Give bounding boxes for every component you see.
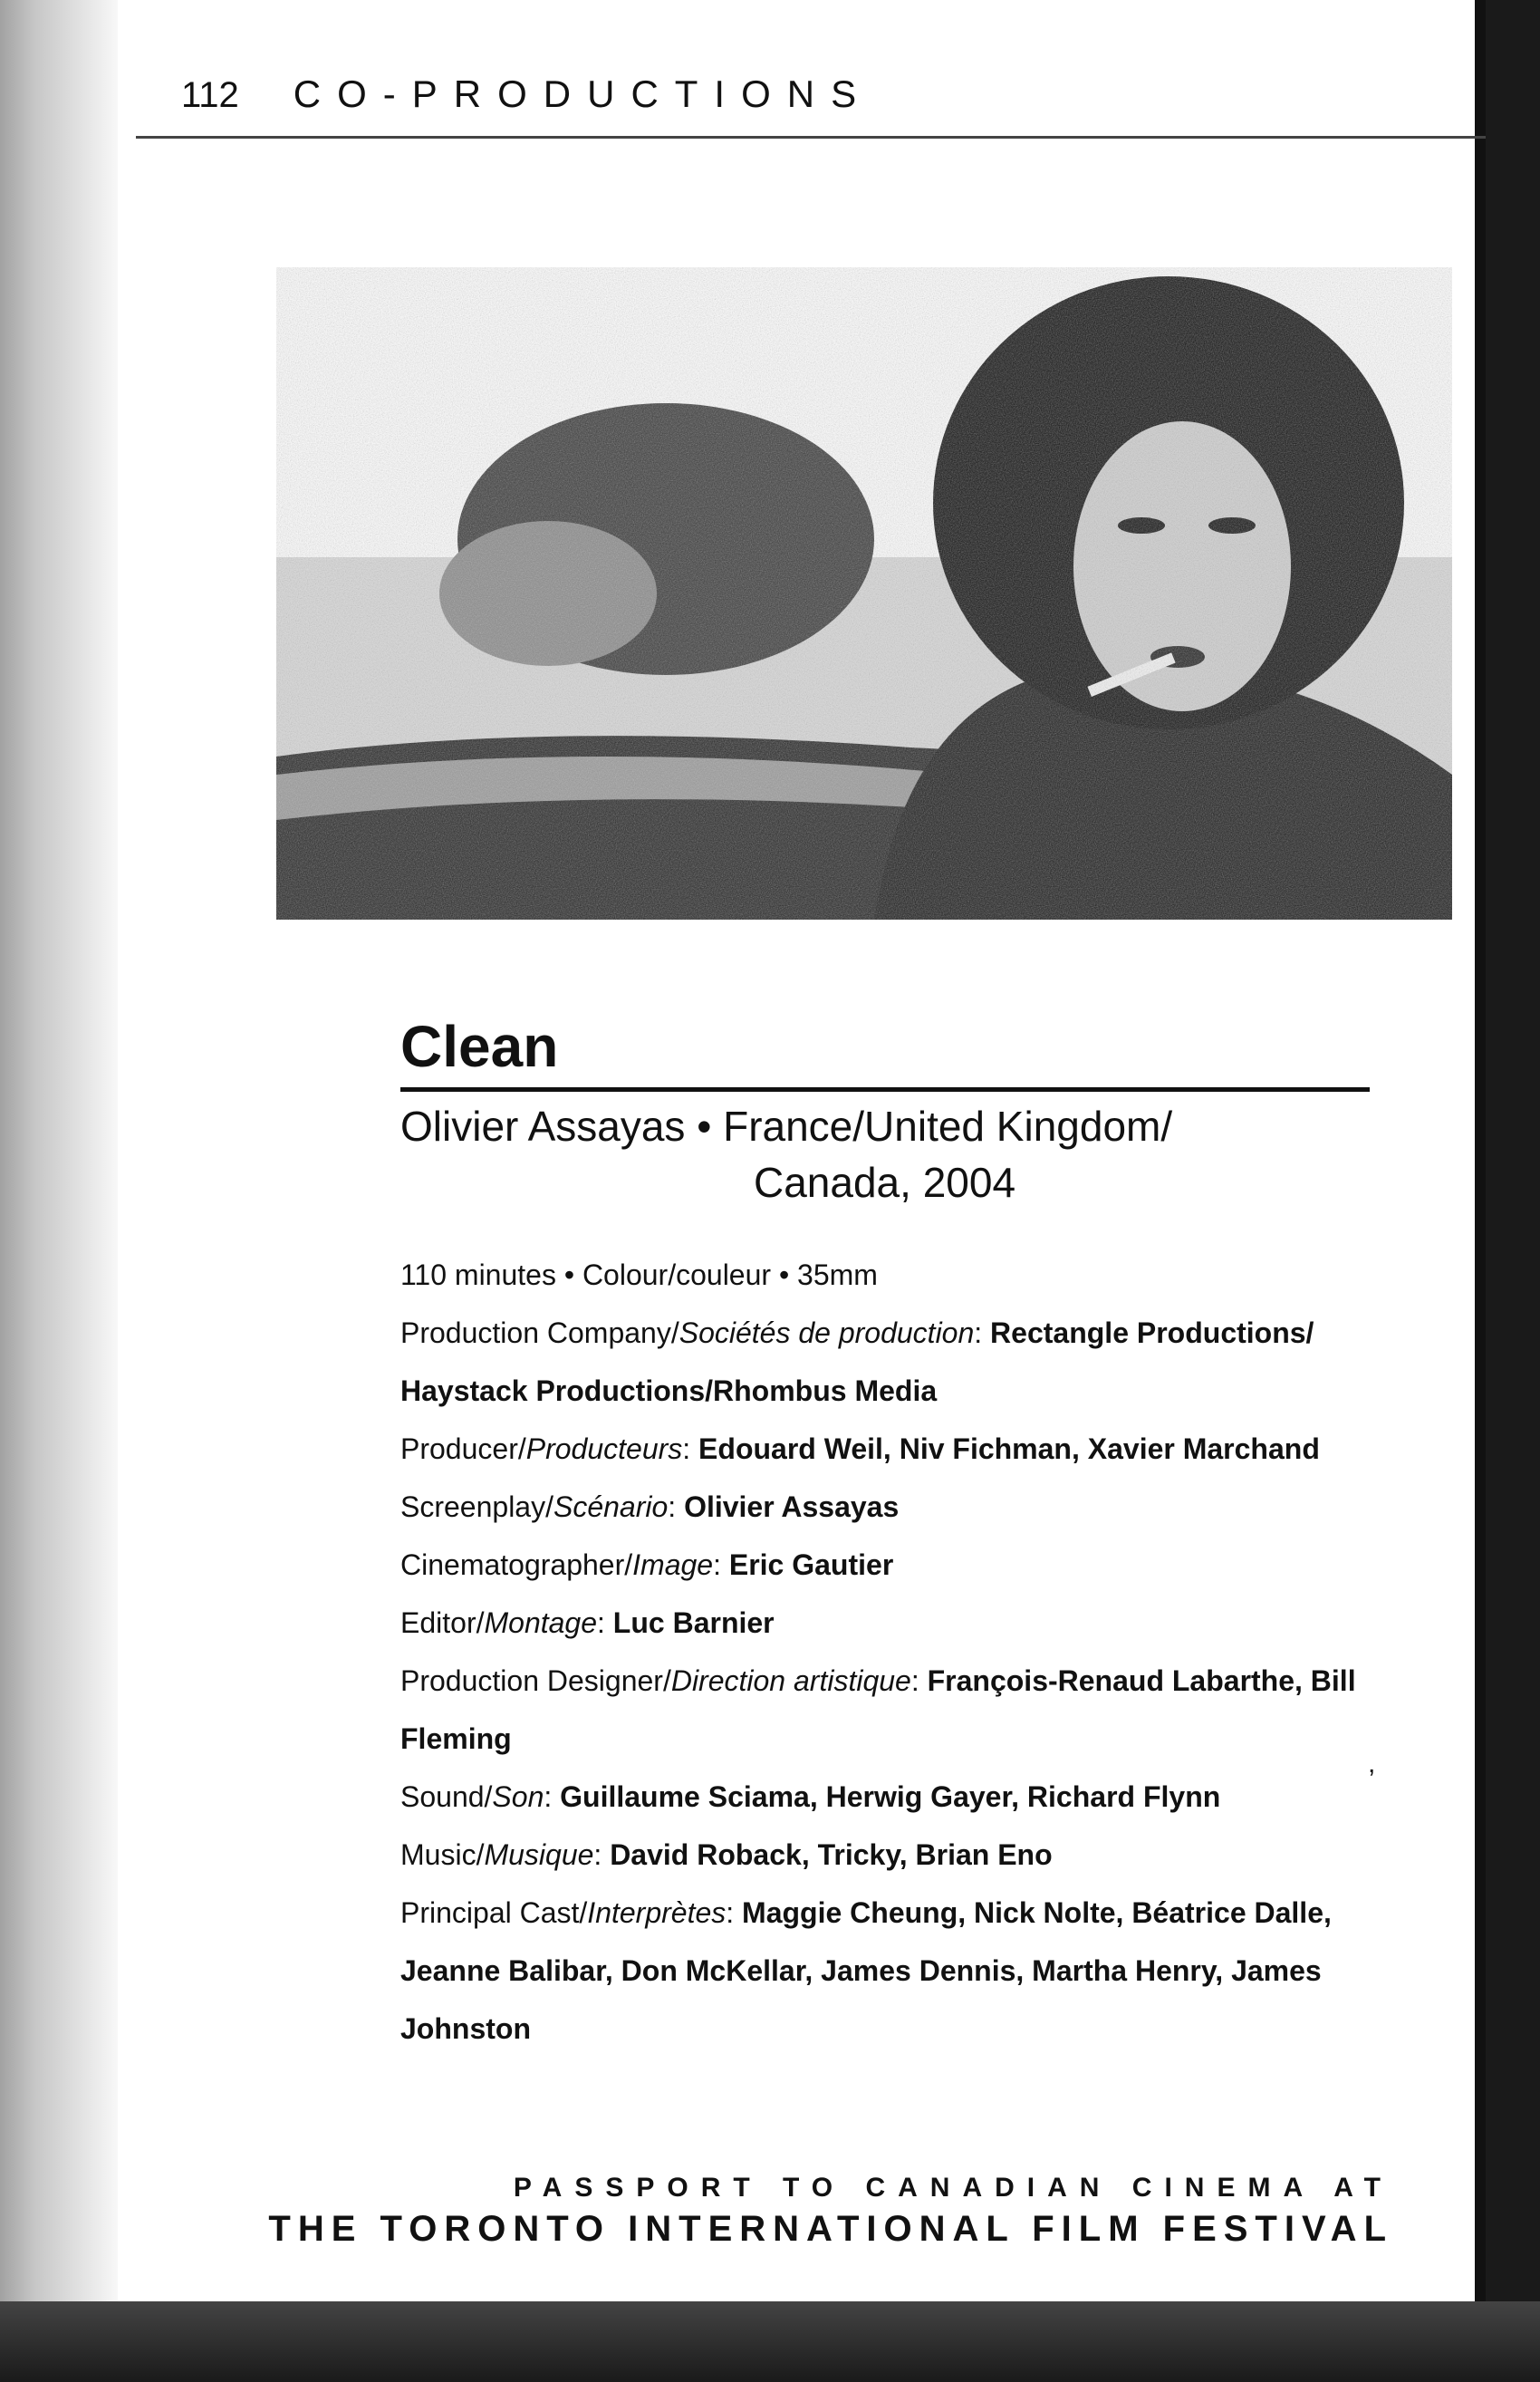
- credit-label-fr: Montage: [484, 1606, 598, 1639]
- credit-value: Guillaume Sciama, Herwig Gayer, Richard Flynn: [560, 1780, 1221, 1813]
- stray-mark: ,: [1368, 1749, 1376, 1779]
- film-specs: 110 minutes • Colour/couleur • 35mm: [400, 1259, 878, 1291]
- credit-value: Luc Barnier: [612, 1606, 775, 1639]
- credit-value: David Roback, Tricky, Brian Eno: [610, 1838, 1053, 1871]
- credit-label-fr: Image: [632, 1548, 714, 1581]
- credit-music: Music/Musique: David Roback, Tricky, Brian Eno: [400, 1838, 1053, 1871]
- scan-shadow-bottom: [0, 2301, 1540, 2382]
- footer-festival: THE TORONTO INTERNATIONAL FILM FESTIVAL: [268, 2209, 1393, 2249]
- credit-label: Sound/: [400, 1780, 493, 1813]
- page-number: 112: [181, 75, 239, 115]
- credit-label: Editor/: [400, 1606, 485, 1639]
- title-rule: [400, 1087, 1370, 1092]
- credit-label: Production Designer/: [400, 1664, 671, 1697]
- credit-label: Screenplay/: [400, 1490, 553, 1523]
- credit-value: Olivier Assayas: [684, 1490, 900, 1523]
- credit-label-fr: Scénario: [553, 1490, 669, 1523]
- credit-sound: Sound/Son: Guillaume Sciama, Herwig Gayer, Richard Flynn: [400, 1780, 1221, 1813]
- byline-director-country: Olivier Assayas • France/United Kingdom/: [400, 1103, 1173, 1150]
- header-rule: [136, 136, 1486, 139]
- footer-tagline: PASSPORT TO CANADIAN CINEMA AT: [513, 2173, 1393, 2203]
- credit-label-fr: Sociétés de production: [679, 1316, 975, 1349]
- credit-label: Music/: [400, 1838, 485, 1871]
- credit-label: Production Company/: [400, 1316, 679, 1349]
- film-title: Clean: [400, 1014, 559, 1079]
- byline-country-year: Canada, 2004: [754, 1159, 1016, 1206]
- credit-label: Producer/: [400, 1432, 526, 1465]
- credit-value: Rectangle Productions/ Haystack Productions/Rhombus Media: [400, 1316, 1314, 1407]
- credit-screenplay: Screenplay/Scénario: Olivier Assayas: [400, 1490, 900, 1523]
- credit-label-fr: Son: [492, 1780, 544, 1813]
- credit-cast: Principal Cast/Interprètes: Maggie Cheung, Nick Nolte, Béatrice Dalle, Jeanne Balibar, Don McKellar, James Dennis, Martha Henry, James Johnston: [400, 1896, 1332, 2045]
- credit-production-company: Production Company/Sociétés de production: Rectangle Productions/ Haystack Productions/Rhombus Media: [400, 1316, 1314, 1407]
- credit-label-fr: Interprètes: [587, 1896, 727, 1929]
- scan-shadow-left: [0, 0, 118, 2382]
- credit-editor: Editor/Montage: Luc Barnier: [400, 1606, 775, 1639]
- credit-label-fr: Direction artistique: [670, 1664, 911, 1697]
- film-still-photo: [276, 267, 1452, 920]
- credit-label: Cinematographer/: [400, 1548, 633, 1581]
- credit-value: Eric Gautier: [728, 1548, 894, 1581]
- page-footer: [268, 2173, 1393, 2250]
- credit-value: Edouard Weil, Niv Fichman, Xavier Marchand: [698, 1432, 1320, 1465]
- film-still-image: [276, 267, 1452, 920]
- credit-cinematographer: Cinematographer/Image: Eric Gautier: [400, 1548, 894, 1581]
- credit-value: François-Renaud Labarthe, Bill Fleming: [400, 1664, 1356, 1755]
- credit-label: Principal Cast/: [400, 1896, 588, 1929]
- credit-label-fr: Producteurs: [525, 1432, 683, 1465]
- section-title: CO-PRODUCTIONS: [293, 72, 873, 115]
- credit-production-designer: Production Designer/Direction artistique: François-Renaud Labarthe, Bill Fleming: [400, 1664, 1356, 1755]
- credit-producer: Producer/Producteurs: Edouard Weil, Niv Fichman, Xavier Marchand: [400, 1432, 1320, 1465]
- page-header: [181, 72, 872, 116]
- credits-block: [400, 1246, 1406, 2058]
- credit-label-fr: Musique: [484, 1838, 594, 1871]
- credit-value: Maggie Cheung, Nick Nolte, Béatrice Dalle, Jeanne Balibar, Don McKellar, James Dennis, Martha Henry, James Johnston: [400, 1896, 1332, 2045]
- film-byline: [400, 1098, 1370, 1210]
